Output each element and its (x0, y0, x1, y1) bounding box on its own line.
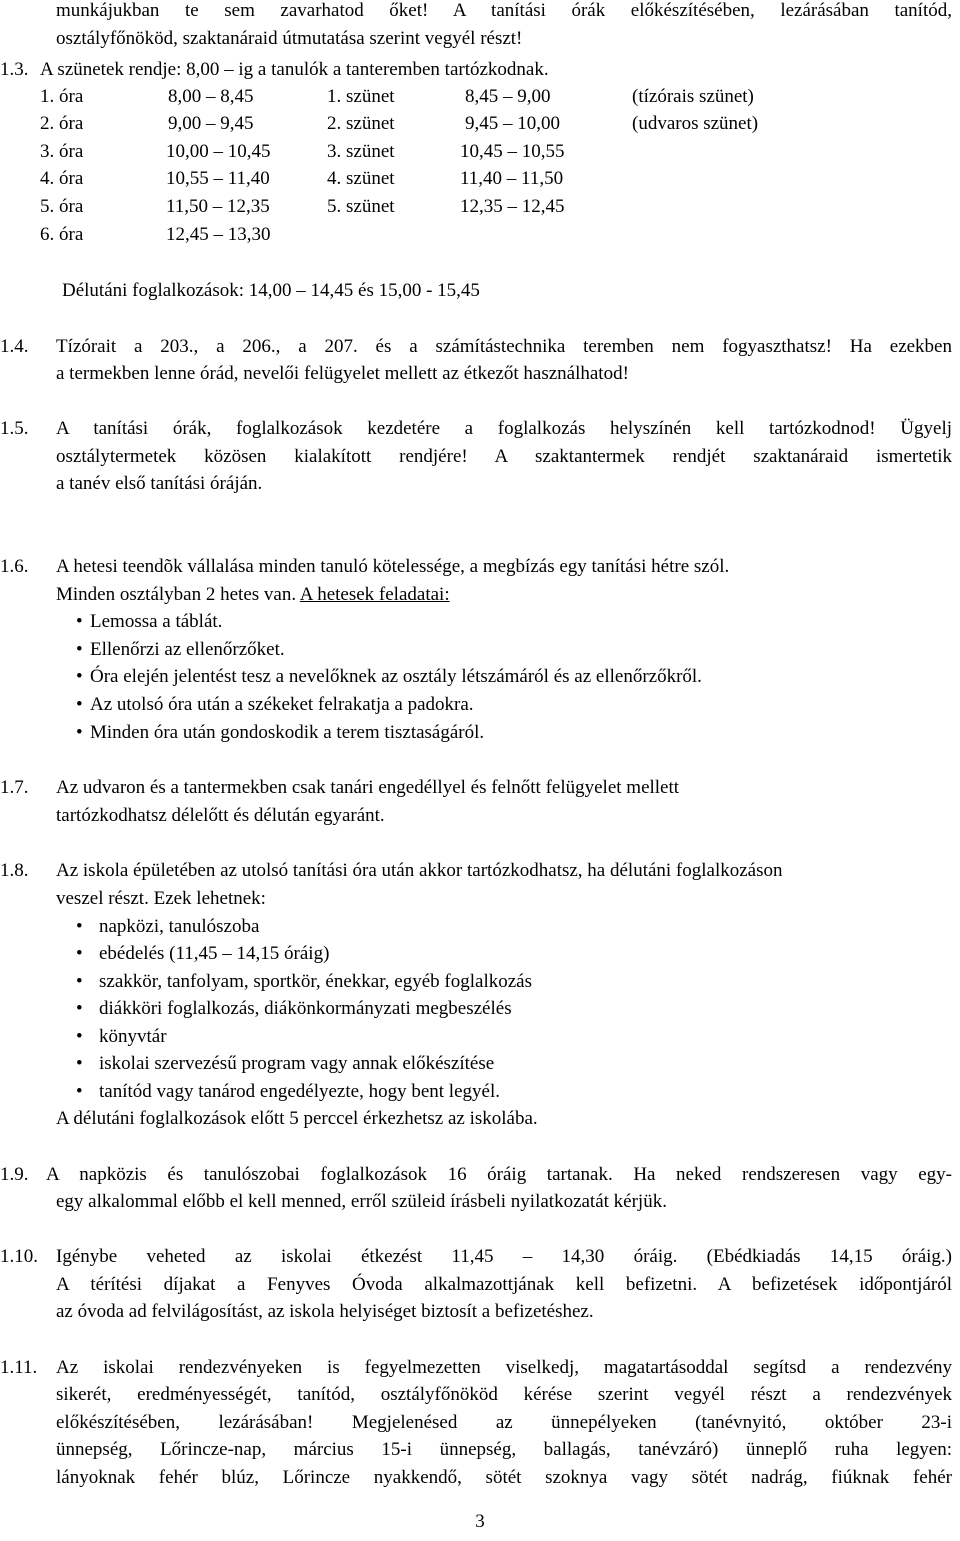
schedule-cell: 2. szünet (327, 113, 395, 134)
top-line-1: munkájukban te sem zavarhatod őket! A tanítási órák előkészítésében, lezárásában tanítód, (56, 0, 952, 21)
section-number-1-11: 1.11. (0, 1357, 38, 1378)
schedule-cell: (tízórais szünet) (632, 86, 754, 107)
schedule-cell: 9,00 – 9,45 (168, 113, 254, 134)
duties-heading: A hetesek feladatai: (299, 584, 450, 605)
section-1-11-line-2: sikerét, eredményességét, tanítód, osztályfőnököd kérése szerint vegyél részt a rendezvények (56, 1384, 952, 1405)
schedule-cell: 1. szünet (327, 86, 395, 107)
top-line-2: osztályfőnököd, szaktanáraid útmutatása szerint vegyél részt! (56, 28, 523, 49)
schedule-cell: 11,40 – 11,50 (460, 168, 564, 189)
section-1-9-line-1: A napközis és tanulószobai foglalkozások 16 óráig tartanak. Ha neked rendszeresen vagy egy- (46, 1164, 952, 1185)
schedule-cell: 8,00 – 8,45 (168, 86, 254, 107)
bullet: • (76, 943, 83, 964)
bullet: • (76, 639, 83, 660)
schedule-cell: 5. óra (40, 196, 84, 217)
section-1-9-line-2: egy alkalommal előbb el kell menned, erről szüleid írásbeli nyilatkozatát kérjük. (56, 1191, 667, 1212)
list-item: Lemossa a táblát. (90, 611, 223, 632)
schedule-cell: 9,45 – 10,00 (465, 113, 560, 134)
section-1-7-line-2: tartózkodhatsz délelőtt és délután egyaránt. (56, 805, 385, 826)
schedule-cell: 4. óra (40, 168, 84, 189)
list-item: napközi, tanulószoba (99, 916, 260, 937)
schedule-cell: 6. óra (40, 224, 84, 245)
list-item: diákköri foglalkozás, diákönkormányzati megbeszélés (99, 998, 512, 1019)
page-number: 3 (475, 1511, 485, 1532)
bullet: • (76, 1081, 83, 1102)
schedule-cell: 2. óra (40, 113, 84, 134)
section-1-10-line-1: Igénybe veheted az iskolai étkezést 11,45 – 14,30 óráig. (Ebédkiadás 14,15 óráig.) (56, 1246, 952, 1267)
section-number-1-7: 1.7. (0, 777, 29, 798)
bullet: • (76, 666, 83, 687)
bullet: • (76, 722, 83, 743)
schedule-cell: 5. szünet (327, 196, 395, 217)
bullet: • (76, 694, 83, 715)
schedule-cell: 10,45 – 10,55 (460, 141, 565, 162)
section-number-1-9: 1.9. (0, 1164, 29, 1185)
schedule-cell: 8,45 – 9,00 (465, 86, 551, 107)
schedule-cell: 3. óra (40, 141, 84, 162)
section-1-4-line-2: a termekben lenne órád, nevelői felügyelet mellett az étkezőt használhatod! (56, 363, 629, 384)
section-1-6-line-1: A hetesi teendõk vállalása minden tanuló kötelessége, a megbízás egy tanítási hétre szól. (56, 556, 730, 577)
schedule-cell: 10,00 – 10,45 (166, 141, 271, 162)
section-1-6-line-2 (56, 584, 450, 606)
schedule-cell: 12,35 – 12,45 (460, 196, 565, 217)
section-1-11-line-4: ünnepség, Lőrincze-nap, március 15-i ünnepség, ballagás, tanévzáró) ünneplő ruha legyen: (56, 1439, 952, 1460)
list-item: szakkör, tanfolyam, sportkör, énekkar, egyéb foglalkozás (99, 971, 532, 992)
section-1-5-line-1: A tanítási órák, foglalkozások kezdetére a foglalkozás helyszínén kell tartózkodnod! Ügyelj (56, 418, 952, 439)
section-1-10-line-3: az óvoda ad felvilágosítást, az iskola helyiséget biztosít a befizetéshez. (56, 1301, 594, 1322)
schedule-cell: (udvaros szünet) (632, 113, 759, 134)
section-1-11-line-5: lányoknak fehér blúz, Lőrincze nyakkendő, sötét szoknya vagy sötét nadrág, fiúknak fehér (56, 1467, 952, 1488)
list-item: Az utolsó óra után a székeket felrakatja a padokra. (90, 694, 474, 715)
section-1-4-line-1: Tízórait a 203., a 206., a 207. és a számítástechnika teremben nem fogyaszthatsz! Ha ezekben (56, 336, 952, 357)
section-1-5-line-3: a tanév első tanítási óráján. (56, 473, 263, 494)
section-1-11-line-1: Az iskolai rendezvényeken is fegyelmezetten viselkedj, magatartásoddal segítsd a rendezvény (56, 1357, 952, 1378)
list-item: Óra elején jelentést tesz a nevelőknek az osztály létszámáról és az ellenőrzőkről. (90, 666, 702, 687)
section-1-7-line-1: Az udvaron és a tantermekben csak tanári engedéllyel és felnőtt felügyelet mellett (56, 777, 680, 798)
list-item: könyvtár (99, 1026, 167, 1047)
afternoon-sessions: Délutáni foglalkozások: 14,00 – 14,45 és 15,00 - 15,45 (62, 280, 480, 301)
list-item: ebédelés (11,45 – 14,15 óráig) (99, 943, 330, 964)
bullet: • (76, 916, 83, 937)
section-number-1-10: 1.10. (0, 1246, 38, 1267)
section-1-5-line-2: osztálytermetek közösen kialakított rendjére! A szaktantermek rendjét szaktanáraid ismertetik (56, 446, 952, 467)
section-1-8-line-2: veszel részt. Ezek lehetnek: (56, 888, 266, 909)
section-number-1-8: 1.8. (0, 860, 29, 881)
schedule-cell: 3. szünet (327, 141, 395, 162)
schedule-cell: 4. szünet (327, 168, 395, 189)
section-1-8-closing: A délutáni foglalkozások előtt 5 perccel érkezhetsz az iskolába. (56, 1108, 538, 1129)
list-item: iskolai szervezésű program vagy annak előkészítése (99, 1053, 495, 1074)
bullet: • (76, 971, 83, 992)
bullet: • (76, 998, 83, 1019)
list-item: tanítód vagy tanárod engedélyezte, hogy bent legyél. (99, 1081, 500, 1102)
schedule-cell: 12,45 – 13,30 (166, 224, 271, 245)
schedule-cell: 11,50 – 12,35 (166, 196, 270, 217)
section-number-1-6: 1.6. (0, 556, 29, 577)
section-1-8-line-1: Az iskola épületében az utolsó tanítási óra után akkor tartózkodhatsz, ha délutáni foglalkozáson (56, 860, 783, 881)
list-item: Ellenőrzi az ellenőrzőket. (90, 639, 285, 660)
schedule-cell: 10,55 – 11,40 (166, 168, 270, 189)
section-number-1-4: 1.4. (0, 336, 29, 357)
bullet: • (76, 611, 83, 632)
section-number-1-5: 1.5. (0, 418, 29, 439)
section-1-11-line-3: előkészítésében, lezárásában! Megjelenésed az ünnepélyeken (tanévnyitó, október 23-i (56, 1412, 952, 1433)
section-number-1-3: 1.3. (0, 59, 29, 80)
section-1-3-intro: A szünetek rendje: 8,00 – ig a tanulók a tanteremben tartózkodnak. (40, 59, 549, 80)
bullet: • (76, 1053, 83, 1074)
list-item: Minden óra után gondoskodik a terem tisztaságáról. (90, 722, 485, 743)
section-1-6-line-2-text: Minden osztályban 2 hetes van. (56, 584, 300, 605)
bullet: • (76, 1026, 83, 1047)
section-1-10-line-2: A térítési díjakat a Fenyves Óvoda alkalmazottjának kell befizetni. A befizetések időpontjáról (56, 1274, 952, 1295)
schedule-cell: 1. óra (40, 86, 84, 107)
